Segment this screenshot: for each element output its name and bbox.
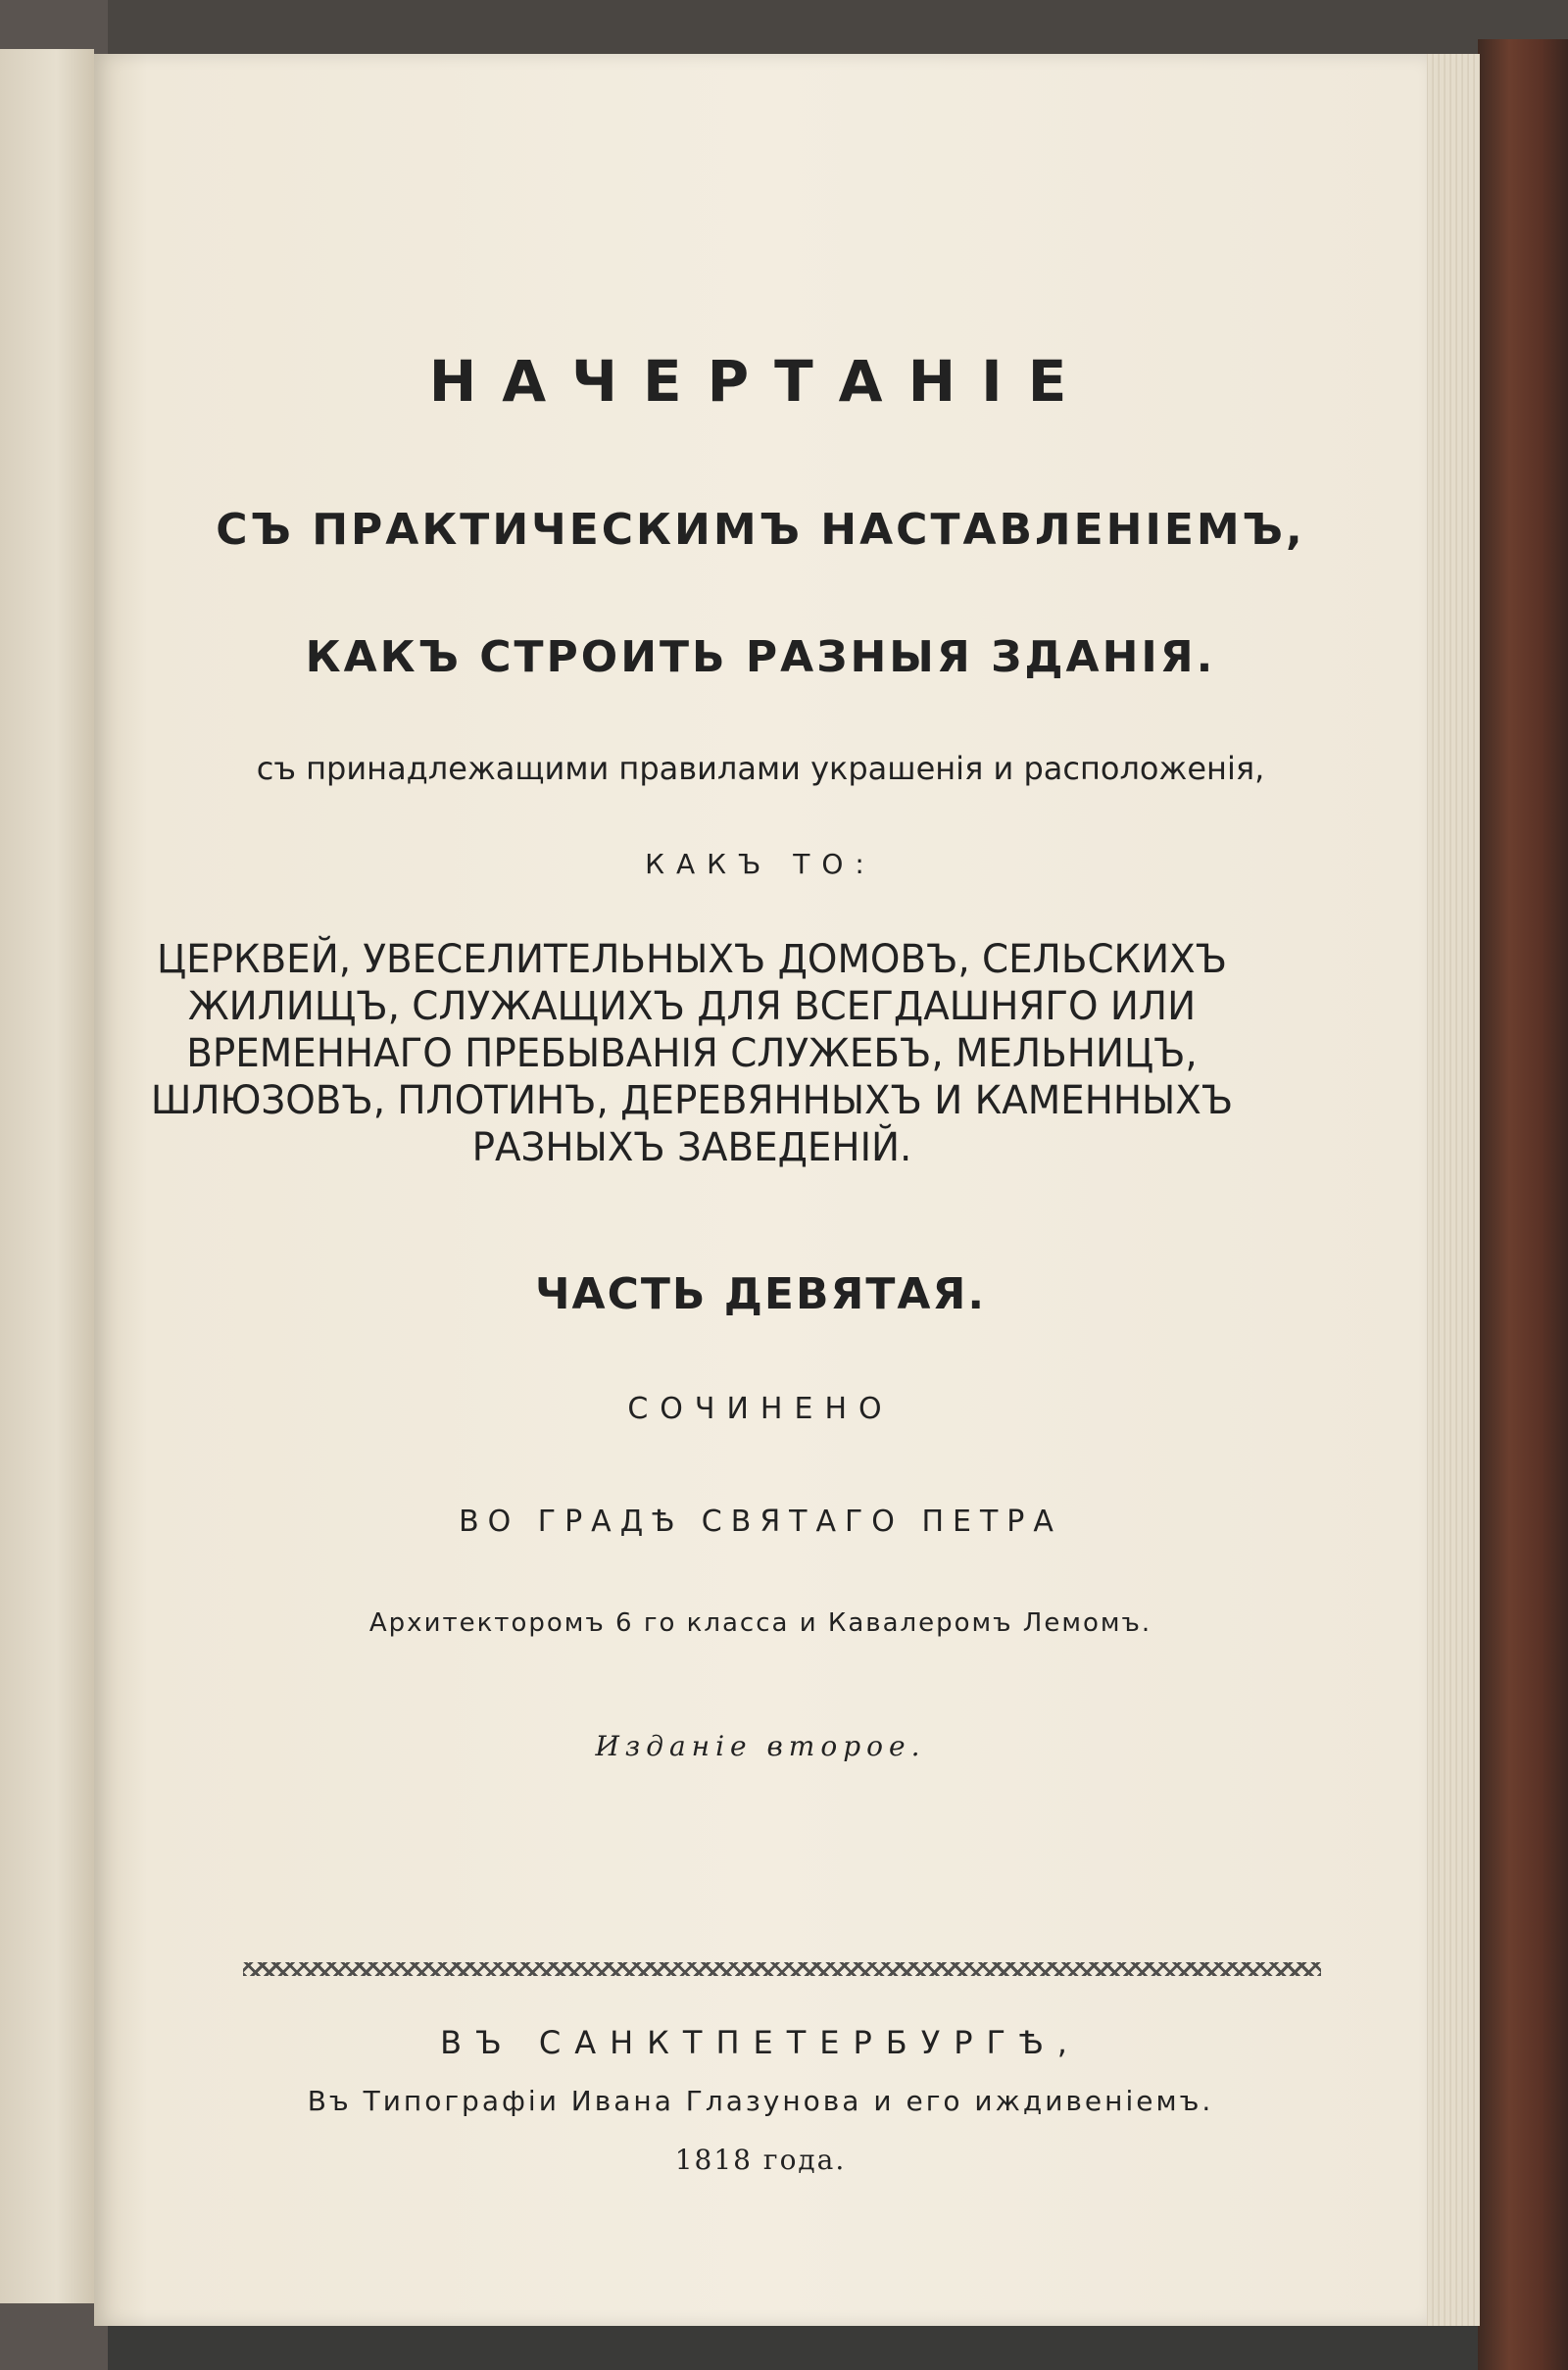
book-cover-right: [1478, 39, 1568, 2370]
composed-line: СОЧИНЕНО: [627, 1392, 894, 1426]
book-title: НАЧЕРТАНІЕ: [428, 348, 1093, 415]
kak-to-line: КАКЪ ТО:: [645, 848, 876, 880]
ornamental-rule: [243, 1962, 1321, 1976]
city-line: ВО ГРАДѢ СВЯТАГО ПЕТРА: [459, 1505, 1062, 1539]
title-page: [94, 54, 1427, 2326]
contents-paragraph: ЦЕРКВЕЙ, УВЕСЕЛИТЕЛЬНЫХЪ ДОМОВЪ, СЕЛЬСКИХЪ ЖИЛИЩЪ, СЛУЖАЩИХЪ ДЛЯ ВСЕГДАШНЯГО ИЛИ ВРЕМЕННАГО ПРЕБЫВАНІЯ СЛУЖЕБЪ, МЕЛЬНИЦЪ, ШЛЮЗОВЪ, ПЛОТИНЪ, ДЕРЕВЯННЫХЪ И КАМЕННЫХЪ РАЗНЫХЪ ЗАВЕДЕНІЙ.: [150, 937, 1234, 1170]
author-line: Архитекторомъ 6 го класса и Кавалеромъ Лемомъ.: [368, 1608, 1152, 1638]
part-number: ЧАСТЬ ДЕВЯТАЯ.: [534, 1269, 987, 1319]
imprint-year: 1818 года.: [674, 2144, 847, 2176]
imprint-place: ВЪ САНКТПЕТЕРБУРГѢ,: [440, 2024, 1081, 2061]
subtitle-line-3: съ принадлежащими правилами украшенія и расположенія,: [256, 750, 1265, 787]
subtitle-line-2: КАКЪ СТРОИТЬ РАЗНЫЯ ЗДАНІЯ.: [305, 632, 1216, 682]
edition-line: Изданіе второе.: [595, 1730, 926, 1762]
facing-page-edge: [0, 49, 94, 2303]
book-cover-top: [0, 0, 1568, 59]
subtitle-line-1: СЪ ПРАКТИЧЕСКИМЪ НАСТАВЛЕНІЕМЪ,: [216, 505, 1305, 555]
imprint-printer: Въ Типографіи Ивана Глазунова и его иждивеніемъ.: [307, 2085, 1214, 2117]
